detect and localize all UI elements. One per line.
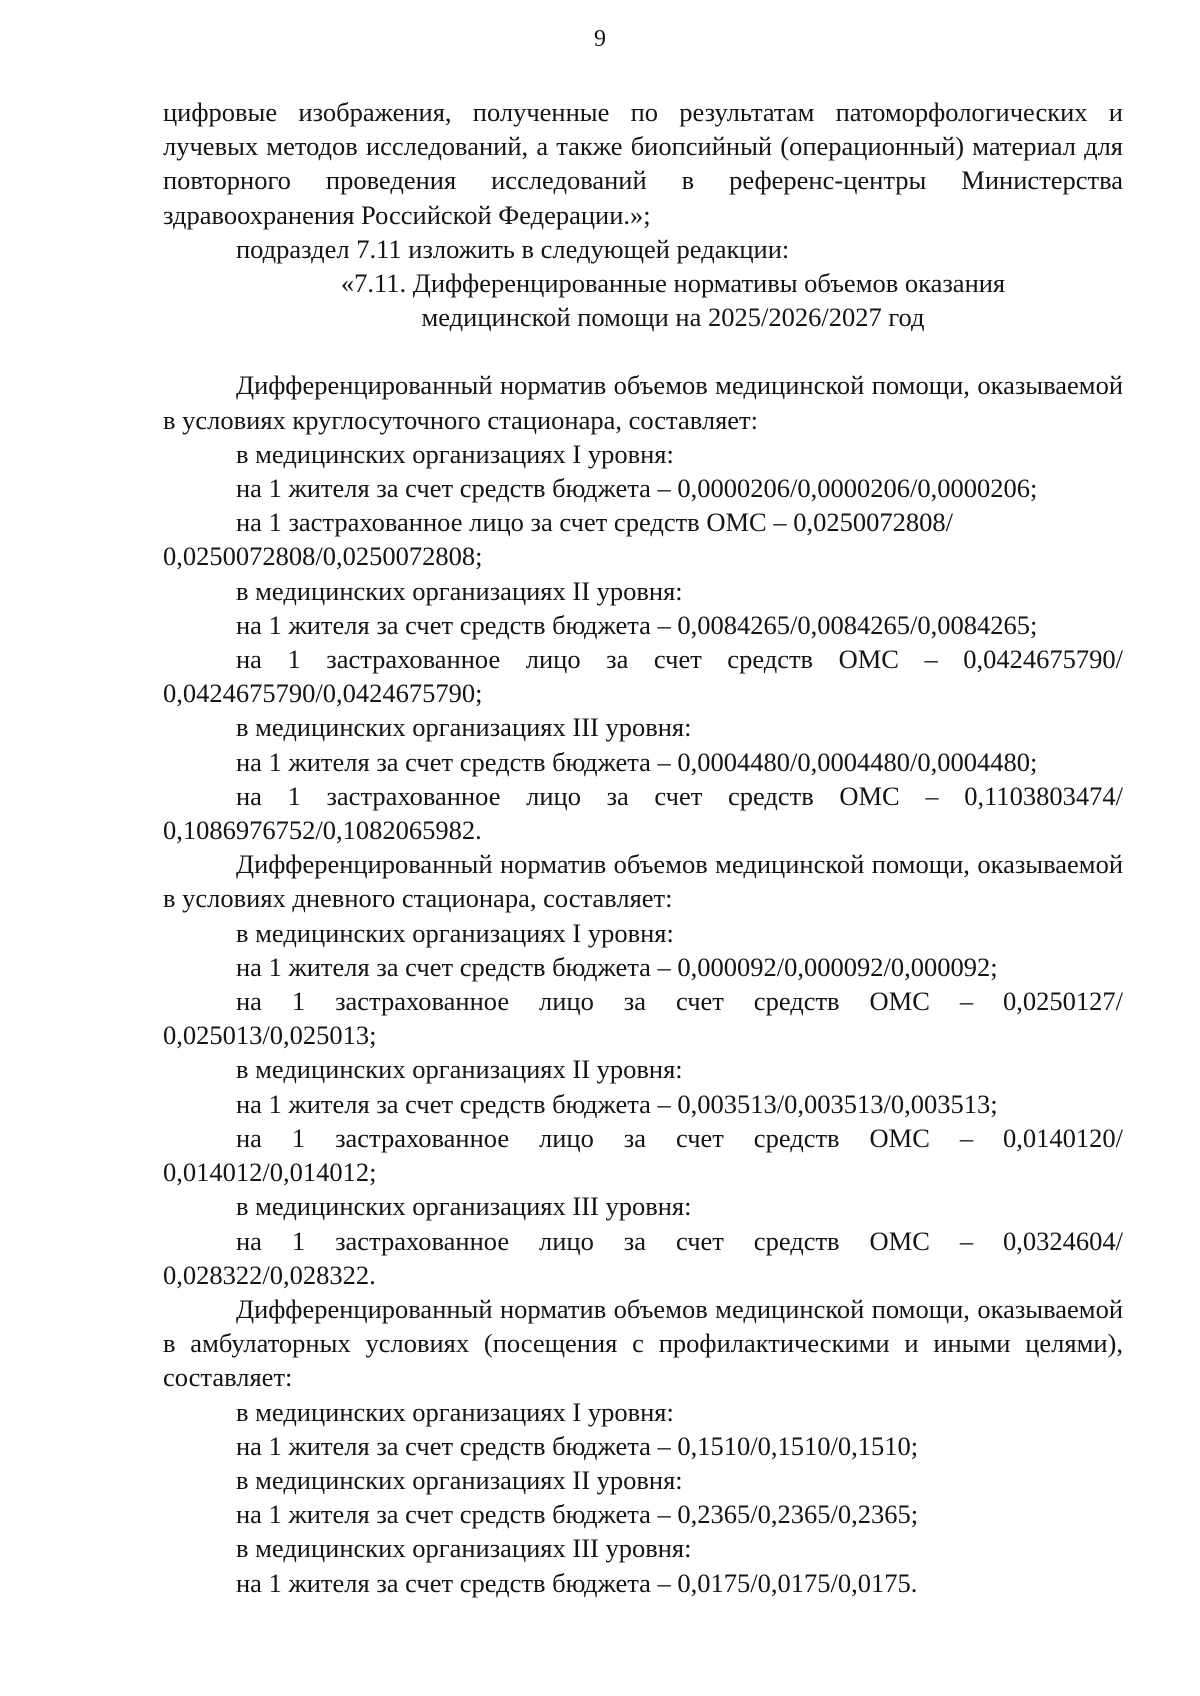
day-hospital-level-1-heading: в медицинских организациях I уровня: <box>236 917 674 948</box>
day-hospital-intro: Дифференцированный норматив объемов медицинской помощи, оказываемой в условиях дневного стационара, составляет: <box>163 849 1123 914</box>
day-hospital-level-2-heading: в медицинских организациях II уровня: <box>236 1054 683 1085</box>
outpatient-level-3-heading: в медицинских организациях III уровня: <box>236 1533 692 1564</box>
section-heading-line-1: «7.11. Дифференцированные нормативы объемов оказания <box>340 268 1006 299</box>
outpatient-level-2-heading: в медицинских организациях II уровня: <box>236 1464 683 1495</box>
intro-continuation-paragraph: цифровые изображения, полученные по результатам патоморфологических и лучевых методов исследований, а также биопсийный (операционный) материал для повторного проведения исследований в референс-центры Министерства здравоохранения Российской Федерации.»; <box>163 97 1123 230</box>
outpatient-level-1-budget: на 1 жителя за счет средств бюджета – 0,1510/0,1510/0,1510; <box>236 1430 919 1461</box>
round-the-clock-level-2-oms: на 1 застрахованное лицо за счет средств ОМС – 0,0424675790/ 0,0424675790/0,0424675790; <box>163 644 1123 709</box>
day-hospital-level-2-budget: на 1 жителя за счет средств бюджета – 0,003513/0,003513/0,003513; <box>236 1088 998 1119</box>
day-hospital-section <box>163 847 1123 1292</box>
instruction-paragraph: подраздел 7.11 изложить в следующей редакции: <box>236 233 790 264</box>
outpatient-intro: Дифференцированный норматив объемов медицинской помощи, оказываемой в амбулаторных условиях (посещения с профилактическими и иными целями), составляет: <box>163 1293 1123 1393</box>
document-body <box>163 95 1123 1600</box>
round-the-clock-level-3-heading: в медицинских организациях III уровня: <box>236 712 692 743</box>
round-the-clock-level-1-oms: на 1 застрахованное лицо за счет средств ОМС – 0,0250072808/ 0,0250072808/0,0250072808; <box>163 507 953 572</box>
page-number: 9 <box>594 26 606 52</box>
round-the-clock-level-2-heading: в медицинских организациях II уровня: <box>236 575 683 606</box>
outpatient-level-2-budget: на 1 жителя за счет средств бюджета – 0,2365/0,2365/0,2365; <box>236 1499 919 1530</box>
day-hospital-level-1-budget: на 1 жителя за счет средств бюджета – 0,000092/0,000092/0,000092; <box>236 951 998 982</box>
round-the-clock-section <box>163 368 1123 847</box>
round-the-clock-level-3-budget: на 1 жителя за счет средств бюджета – 0,0004480/0,0004480/0,0004480; <box>236 746 1038 777</box>
round-the-clock-level-1-budget: на 1 жителя за счет средств бюджета – 0,0000206/0,0000206/0,0000206; <box>236 473 1038 504</box>
day-hospital-level-3-heading: в медицинских организациях III уровня: <box>236 1191 692 1222</box>
round-the-clock-level-3-oms: на 1 застрахованное лицо за счет средств ОМС – 0,1103803474/ 0,1086976752/0,1082065982. <box>163 780 1123 846</box>
day-hospital-level-2-oms: на 1 застрахованное лицо за счет средств ОМС – 0,0140120/ 0,014012/0,014012; <box>163 1122 1123 1188</box>
round-the-clock-level-1-heading: в медицинских организациях I уровня: <box>236 438 674 469</box>
spacer <box>163 334 1123 368</box>
round-the-clock-level-2-budget: на 1 жителя за счет средств бюджета – 0,0084265/0,0084265/0,0084265; <box>236 609 1038 640</box>
day-hospital-level-3-oms: на 1 застрахованное лицо за счет средств ОМС – 0,0324604/ 0,028322/0,028322. <box>163 1225 1123 1290</box>
section-heading-line-2: медицинской помощи на 2025/2026/2027 год <box>421 302 925 333</box>
outpatient-level-1-heading: в медицинских организациях I уровня: <box>236 1396 674 1427</box>
day-hospital-level-1-oms: на 1 застрахованное лицо за счет средств ОМС – 0,0250127/ 0,025013/0,025013; <box>163 986 1123 1051</box>
round-the-clock-intro: Дифференцированный норматив объемов медицинской помощи, оказываемой в условиях круглосуточного стационара, составляет: <box>163 370 1123 435</box>
outpatient-section <box>163 1292 1123 1600</box>
outpatient-level-3-budget: на 1 жителя за счет средств бюджета – 0,0175/0,0175/0,0175. <box>236 1567 918 1598</box>
